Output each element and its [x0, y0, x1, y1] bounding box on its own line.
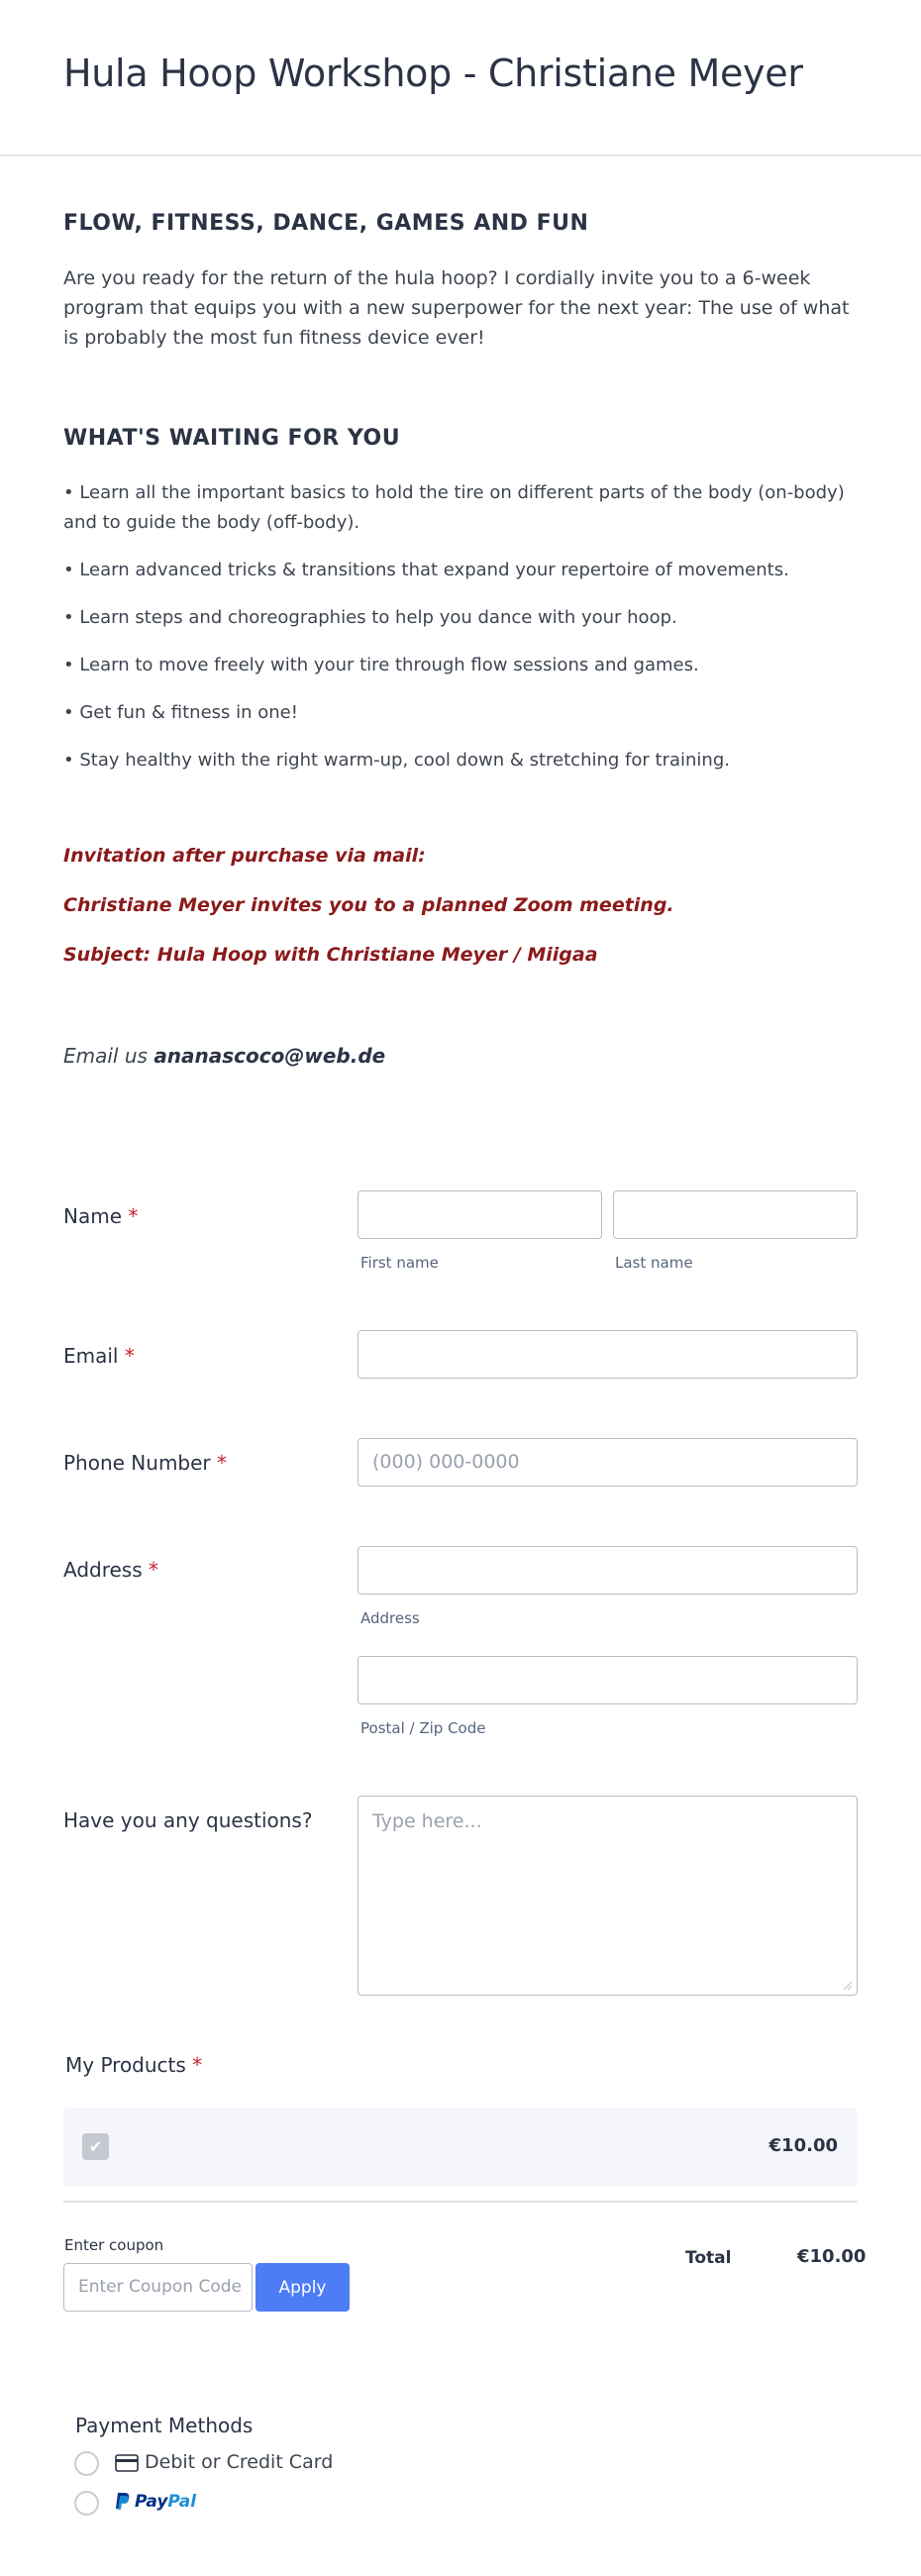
intro-line: Are you ready for the return of the hula hoop? I cordially invite you to a 6-week [63, 267, 811, 289]
questions-label: Have you any questions? [63, 1808, 313, 1832]
postal-code-input[interactable] [358, 1656, 858, 1704]
coupon-input[interactable] [63, 2263, 253, 2312]
apply-coupon-button[interactable]: Apply [256, 2263, 350, 2312]
paypal-label: PayPal [135, 2492, 197, 2512]
phone-input[interactable] [358, 1438, 858, 1487]
required-mark: * [124, 1344, 135, 1368]
product-price: €10.00 [768, 2135, 838, 2156]
products-label-text: My Products [65, 2053, 186, 2077]
contact-prefix: Email us [63, 1044, 154, 1068]
address-label-text: Address [63, 1558, 143, 1582]
intro-line: program that equips you with a new superpower for the next year: The use of what [63, 297, 850, 319]
address-sublabel: Address [360, 1609, 420, 1627]
required-mark: * [217, 1451, 228, 1475]
questions-placeholder: Type here... [372, 1810, 482, 1832]
bullet-item: • Learn advanced tricks & transitions that expand your repertoire of movements. [63, 560, 789, 580]
address-input[interactable] [358, 1546, 858, 1595]
invitation-line: Christiane Meyer invites you to a planned Zoom meeting. [63, 894, 674, 916]
email-label-text: Email [63, 1344, 119, 1368]
first-name-input[interactable] [358, 1190, 602, 1239]
contact-line [63, 1044, 385, 1068]
postal-code-sublabel: Postal / Zip Code [360, 1719, 486, 1737]
required-mark: * [192, 2053, 203, 2077]
bullet-line: and to guide the body (off-body). [63, 512, 360, 533]
invitation-line: Subject: Hula Hoop with Christiane Meyer / Miigaa [63, 944, 598, 966]
name-label-text: Name [63, 1204, 123, 1228]
checkmark-icon: ✔ [88, 2138, 103, 2156]
required-mark: * [149, 1558, 159, 1582]
waiting-heading: WHAT'S WAITING FOR YOU [63, 426, 401, 451]
email-label [63, 1344, 135, 1368]
invitation-line: Invitation after purchase via mail: [63, 845, 426, 867]
paypal-logo-icon [115, 2492, 131, 2512]
products-divider [63, 2201, 858, 2203]
contact-email: ananascoco@web.de [154, 1044, 386, 1068]
form-header [0, 0, 921, 156]
bullet-line: • Learn all the important basics to hold the tire on different parts of the body (on-body) [63, 482, 845, 503]
bullet-item: • Learn to move freely with your tire through flow sessions and games. [63, 655, 699, 675]
payment-methods-title: Payment Methods [75, 2414, 254, 2437]
coupon-placeholder: Enter Coupon Code [78, 2277, 242, 2297]
form-title: Hula Hoop Workshop - Christiane Meyer [63, 52, 803, 95]
intro-heading: FLOW, FITNESS, DANCE, GAMES AND FUN [63, 211, 589, 236]
payment-option-card[interactable]: Debit or Credit Card [145, 2451, 334, 2473]
bullet-item: • Learn steps and choreographies to help you dance with your hoop. [63, 607, 677, 628]
total-label: Total [685, 2248, 732, 2268]
phone-placeholder: (000) 000-0000 [372, 1451, 520, 1473]
product-item [63, 2108, 858, 2187]
paypal-option[interactable] [115, 2492, 196, 2512]
questions-textarea[interactable] [358, 1796, 858, 1996]
credit-card-icon [115, 2454, 139, 2472]
product-checkbox[interactable] [82, 2133, 109, 2160]
bullet-item [63, 478, 875, 538]
products-label [65, 2053, 202, 2077]
email-input[interactable] [358, 1330, 858, 1379]
last-name-input[interactable] [613, 1190, 858, 1239]
required-mark: * [128, 1204, 139, 1228]
payment-radio-paypal[interactable] [74, 2491, 99, 2516]
bullet-item: • Stay healthy with the right warm-up, cool down & stretching for training. [63, 750, 730, 771]
intro-line: is probably the most fun fitness device ever! [63, 327, 485, 349]
phone-label-text: Phone Number [63, 1451, 211, 1475]
address-label [63, 1558, 158, 1582]
total-value: €10.00 [797, 2246, 867, 2267]
resize-handle-icon[interactable] [843, 1981, 853, 1991]
coupon-label: Enter coupon [64, 2236, 164, 2254]
bullet-item: • Get fun & fitness in one! [63, 702, 298, 723]
phone-label [63, 1451, 227, 1475]
name-label [63, 1204, 138, 1228]
first-name-sublabel: First name [360, 1254, 439, 1272]
last-name-sublabel: Last name [615, 1254, 693, 1272]
payment-radio-card[interactable] [74, 2451, 99, 2476]
intro-paragraph [63, 263, 866, 353]
